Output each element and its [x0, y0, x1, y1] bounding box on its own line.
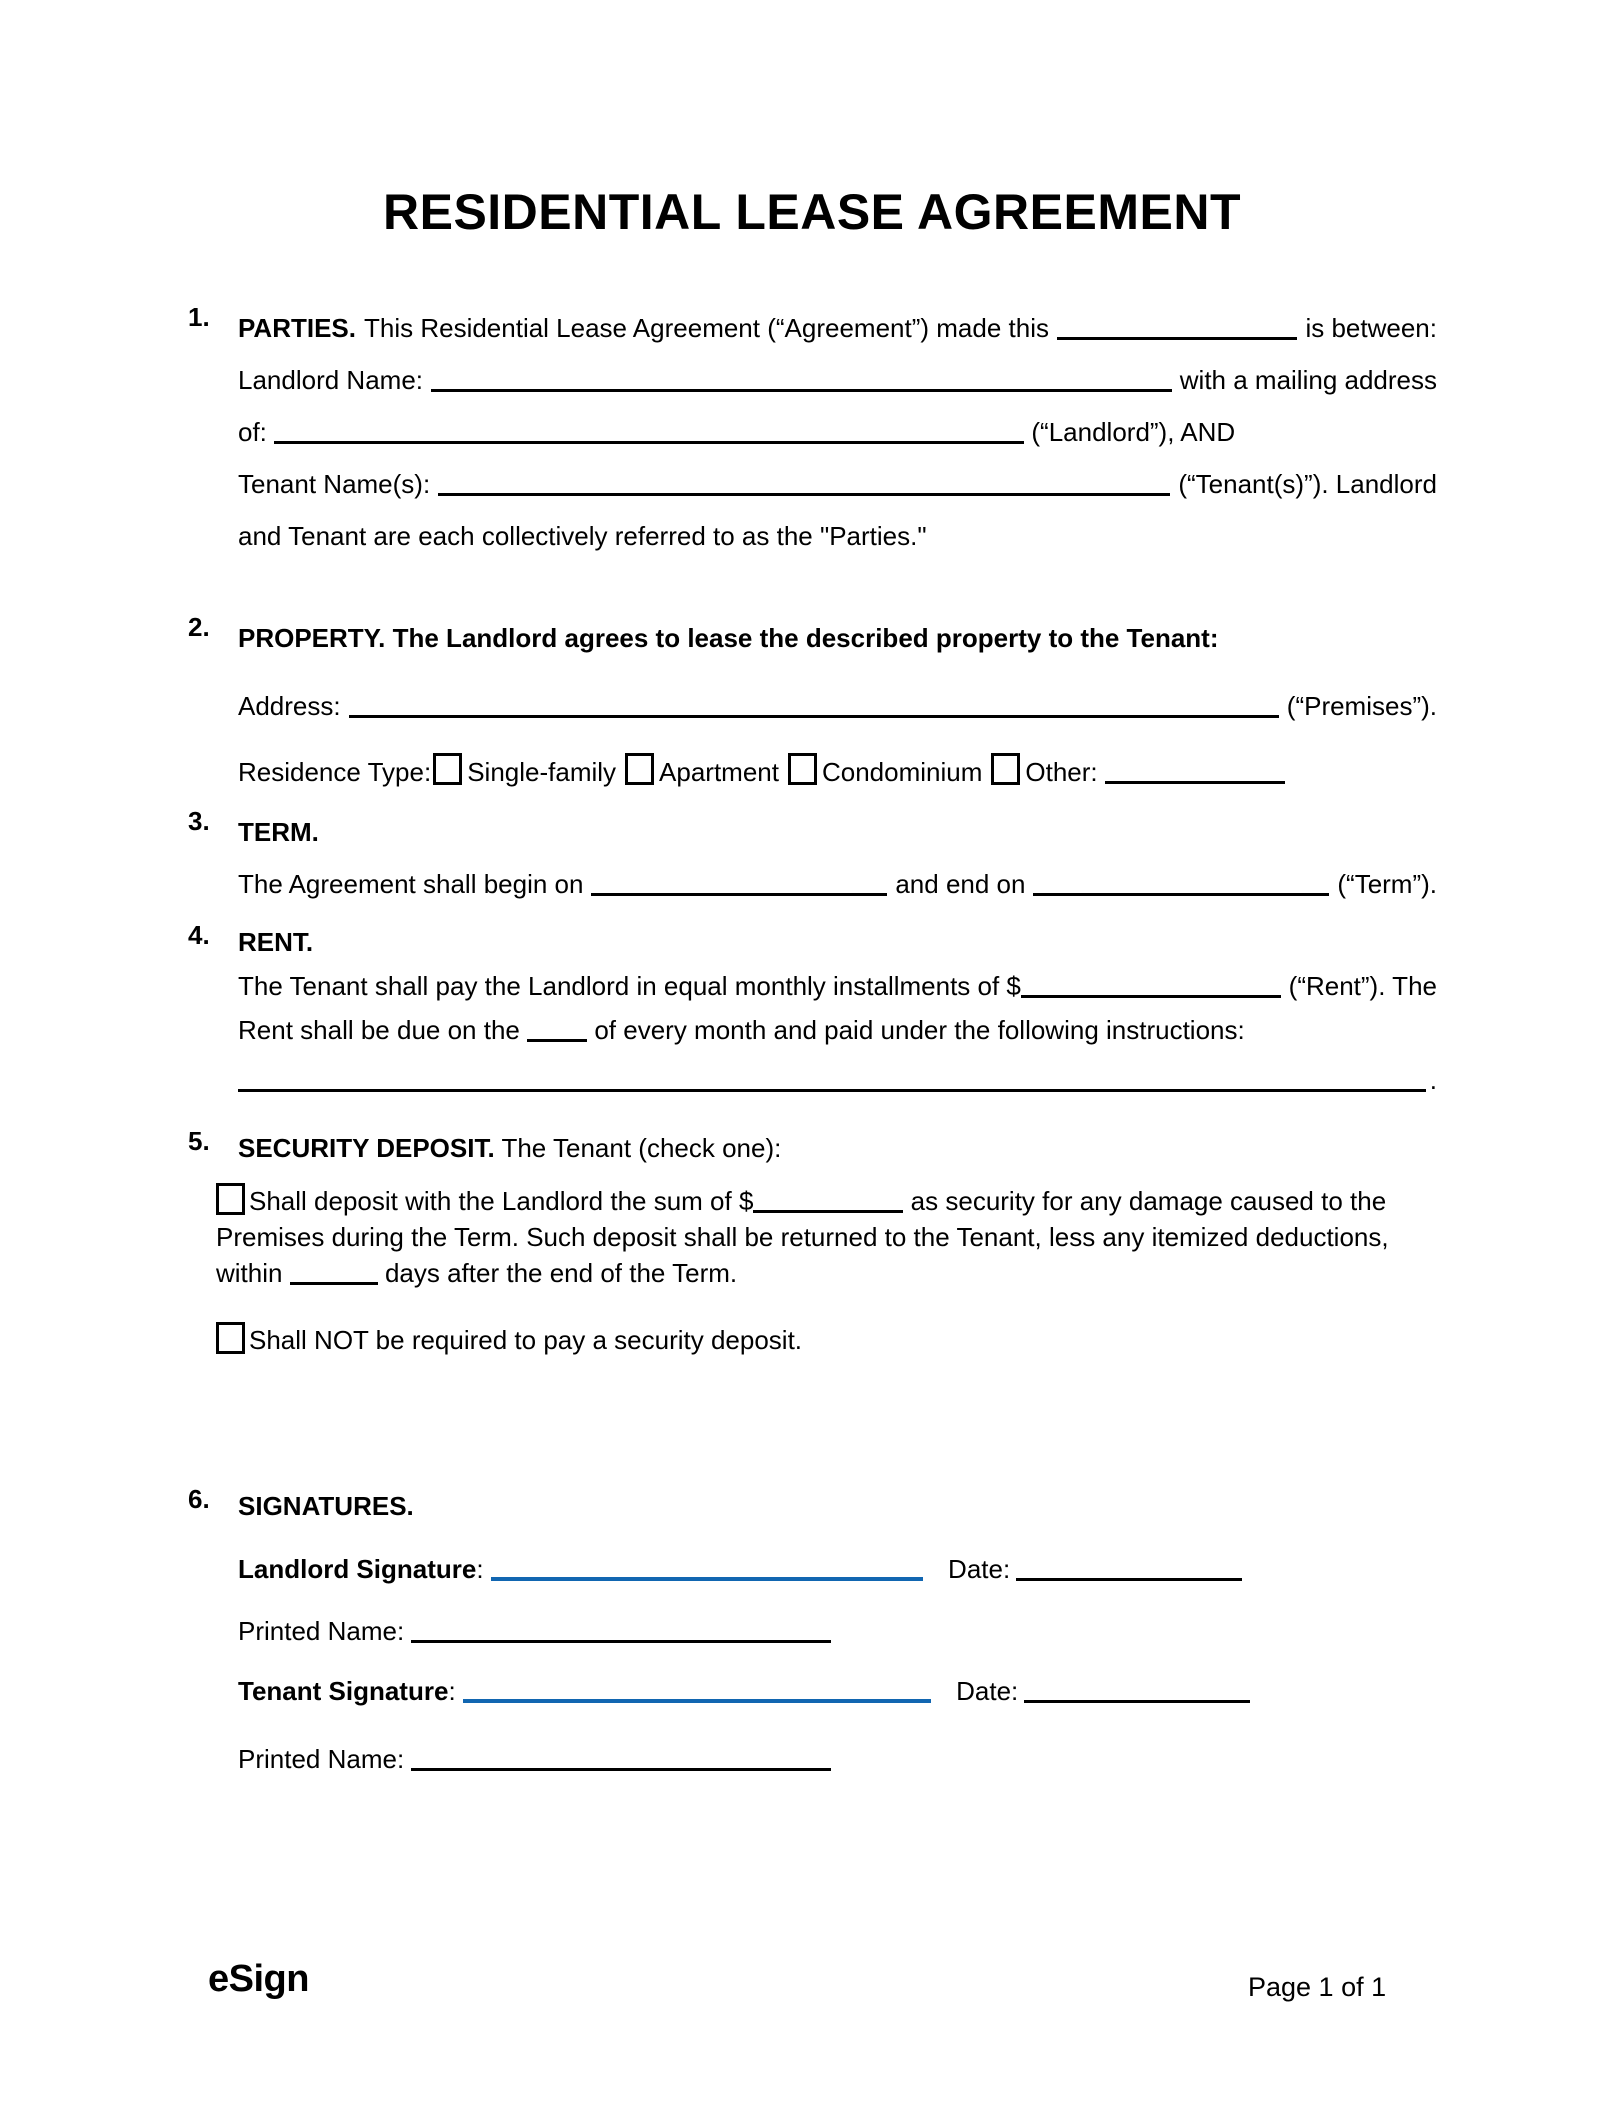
parties-intro-line [238, 302, 1437, 354]
no-deposit-checkbox[interactable] [216, 1322, 245, 1354]
property-heading: PROPERTY. [238, 623, 386, 653]
tenant-name-suffix: (“Tenant(s)”). Landlord [1178, 469, 1437, 499]
apartment-checkbox[interactable] [625, 753, 654, 785]
rent-amount-line [238, 964, 1437, 1008]
deposit-required-checkbox[interactable] [216, 1183, 245, 1215]
instructions-period: . [1429, 1065, 1437, 1095]
section-rent [188, 920, 1437, 1102]
deposit-option1-end: days after the end of the Term. [384, 1258, 738, 1288]
rent-due-day-blank[interactable] [527, 1037, 587, 1042]
payment-instructions-line [238, 1058, 1437, 1102]
term-begin-text: The Agreement shall begin on [238, 869, 584, 899]
section-number: 5. [188, 1126, 210, 1156]
parties-intro-end: is between: [1305, 313, 1437, 343]
apartment-label: Apartment [659, 757, 779, 787]
deposit-return-days-blank[interactable] [290, 1280, 378, 1285]
rent-amount-text: The Tenant shall pay the Landlord in equal monthly installments of $ [238, 971, 1021, 1001]
rent-amount-suffix: (“Rent”). The [1288, 971, 1437, 1001]
section-parties [188, 302, 1437, 562]
signatures-heading: SIGNATURES. [238, 1491, 414, 1521]
term-end-date-blank[interactable] [1033, 891, 1329, 896]
rent-amount-blank[interactable] [1021, 993, 1281, 998]
condominium-label: Condominium [821, 757, 983, 787]
deposit-option1-text: Shall deposit with the Landlord the sum of $ [249, 1186, 754, 1216]
address-line [238, 680, 1437, 732]
term-start-date-blank[interactable] [591, 891, 887, 896]
esign-logo: eSign [208, 1958, 309, 2000]
section-number: 2. [188, 612, 210, 642]
document-content [0, 302, 1624, 1780]
deposit-amount-blank[interactable] [753, 1208, 903, 1213]
printed-name-label: Printed Name: [238, 1744, 405, 1774]
landlord-name-suffix: with a mailing address [1179, 365, 1437, 395]
deposit-option-1 [216, 1178, 1437, 1291]
label-colon: : [448, 1676, 456, 1706]
condominium-checkbox[interactable] [788, 753, 817, 785]
payment-instructions-blank[interactable] [238, 1087, 1426, 1092]
tenant-name-blank[interactable] [438, 491, 1170, 496]
of-suffix: (“Landlord”), AND [1031, 417, 1236, 447]
deposit-option-2 [216, 1317, 1437, 1358]
other-checkbox[interactable] [991, 753, 1020, 785]
mailing-address-line [238, 406, 1437, 458]
signatures-heading-line [238, 1484, 1437, 1528]
tenant-name-label: Tenant Name(s): [238, 469, 431, 499]
date-label: Date: [948, 1554, 1011, 1584]
rent-heading: RENT. [238, 927, 314, 957]
section-number: 1. [188, 302, 210, 332]
landlord-signature-label: Landlord Signature [238, 1554, 477, 1584]
mailing-address-blank[interactable] [274, 439, 1024, 444]
residence-type-label: Residence Type: [238, 757, 432, 787]
landlord-name-label: Landlord Name: [238, 365, 423, 395]
landlord-signature-row [238, 1548, 1437, 1590]
single-family-checkbox[interactable] [433, 753, 462, 785]
section-number: 4. [188, 920, 210, 950]
label-colon: : [476, 1554, 484, 1584]
deposit-heading: SECURITY DEPOSIT. [238, 1133, 495, 1163]
term-heading: TERM. [238, 817, 319, 847]
deposit-option1-middle: as security for any damage caused to the Premises during the Term. Such deposit shall be returned to the Tenant, less any itemized deductions, within [216, 1186, 1389, 1288]
other-label: Other: [1025, 757, 1098, 787]
landlord-name-blank[interactable] [431, 387, 1172, 392]
rent-due-suffix: of every month and paid under the following instructions: [594, 1015, 1245, 1045]
landlord-name-line [238, 354, 1437, 406]
section-signatures [188, 1484, 1437, 1780]
parties-heading: PARTIES. [238, 313, 356, 343]
tenant-signature-row [238, 1670, 1437, 1712]
section-number: 6. [188, 1484, 210, 1514]
page-indicator: Page 1 of 1 [1248, 1972, 1387, 2002]
tenant-printed-name-blank[interactable] [411, 1766, 831, 1771]
deposit-heading-rest: The Tenant (check one): [501, 1133, 782, 1163]
property-heading-line [238, 612, 1437, 664]
tenant-printed-name-row [238, 1738, 1437, 1780]
rent-due-text: Rent shall be due on the [238, 1015, 520, 1045]
landlord-date-blank[interactable] [1016, 1576, 1242, 1581]
section-number: 3. [188, 806, 210, 836]
address-label: Address: [238, 691, 341, 721]
printed-name-label: Printed Name: [238, 1616, 405, 1646]
deposit-option2-text: Shall NOT be required to pay a security deposit. [249, 1325, 803, 1355]
tenant-date-blank[interactable] [1024, 1698, 1250, 1703]
date-label: Date: [956, 1676, 1019, 1706]
address-blank[interactable] [349, 713, 1279, 718]
landlord-printed-name-blank[interactable] [411, 1638, 831, 1643]
residence-type-line [238, 746, 1437, 798]
term-heading-line [238, 806, 1437, 858]
single-family-label: Single-family [467, 757, 617, 787]
landlord-signature-field[interactable] [491, 1575, 923, 1581]
deposit-heading-line [238, 1126, 1437, 1170]
property-heading-rest: The Landlord agrees to lease the described property to the Tenant: [392, 623, 1219, 653]
tenant-name-line [238, 458, 1437, 510]
document-title: RESIDENTIAL LEASE AGREEMENT [382, 184, 1242, 240]
of-label: of: [238, 417, 267, 447]
term-middle-text: and end on [895, 869, 1026, 899]
parties-intro-text: This Residential Lease Agreement (“Agreement”) made this [363, 313, 1049, 343]
other-residence-blank[interactable] [1105, 779, 1285, 784]
section-term [188, 806, 1437, 910]
tenant-signature-field[interactable] [463, 1697, 931, 1703]
term-body-line [238, 858, 1437, 910]
term-end-text: (“Term”). [1337, 869, 1438, 899]
tenant-signature-label: Tenant Signature [238, 1676, 449, 1706]
section-property [188, 612, 1437, 798]
parties-closing-line: and Tenant are each collectively referred to as the "Parties." [238, 521, 927, 551]
rent-due-line [238, 1008, 1437, 1052]
rent-heading-line [238, 920, 1437, 964]
section-security-deposit [188, 1126, 1437, 1358]
landlord-printed-name-row [238, 1610, 1437, 1652]
made-this-date-blank[interactable] [1057, 335, 1297, 340]
address-suffix: (“Premises”). [1286, 691, 1437, 721]
